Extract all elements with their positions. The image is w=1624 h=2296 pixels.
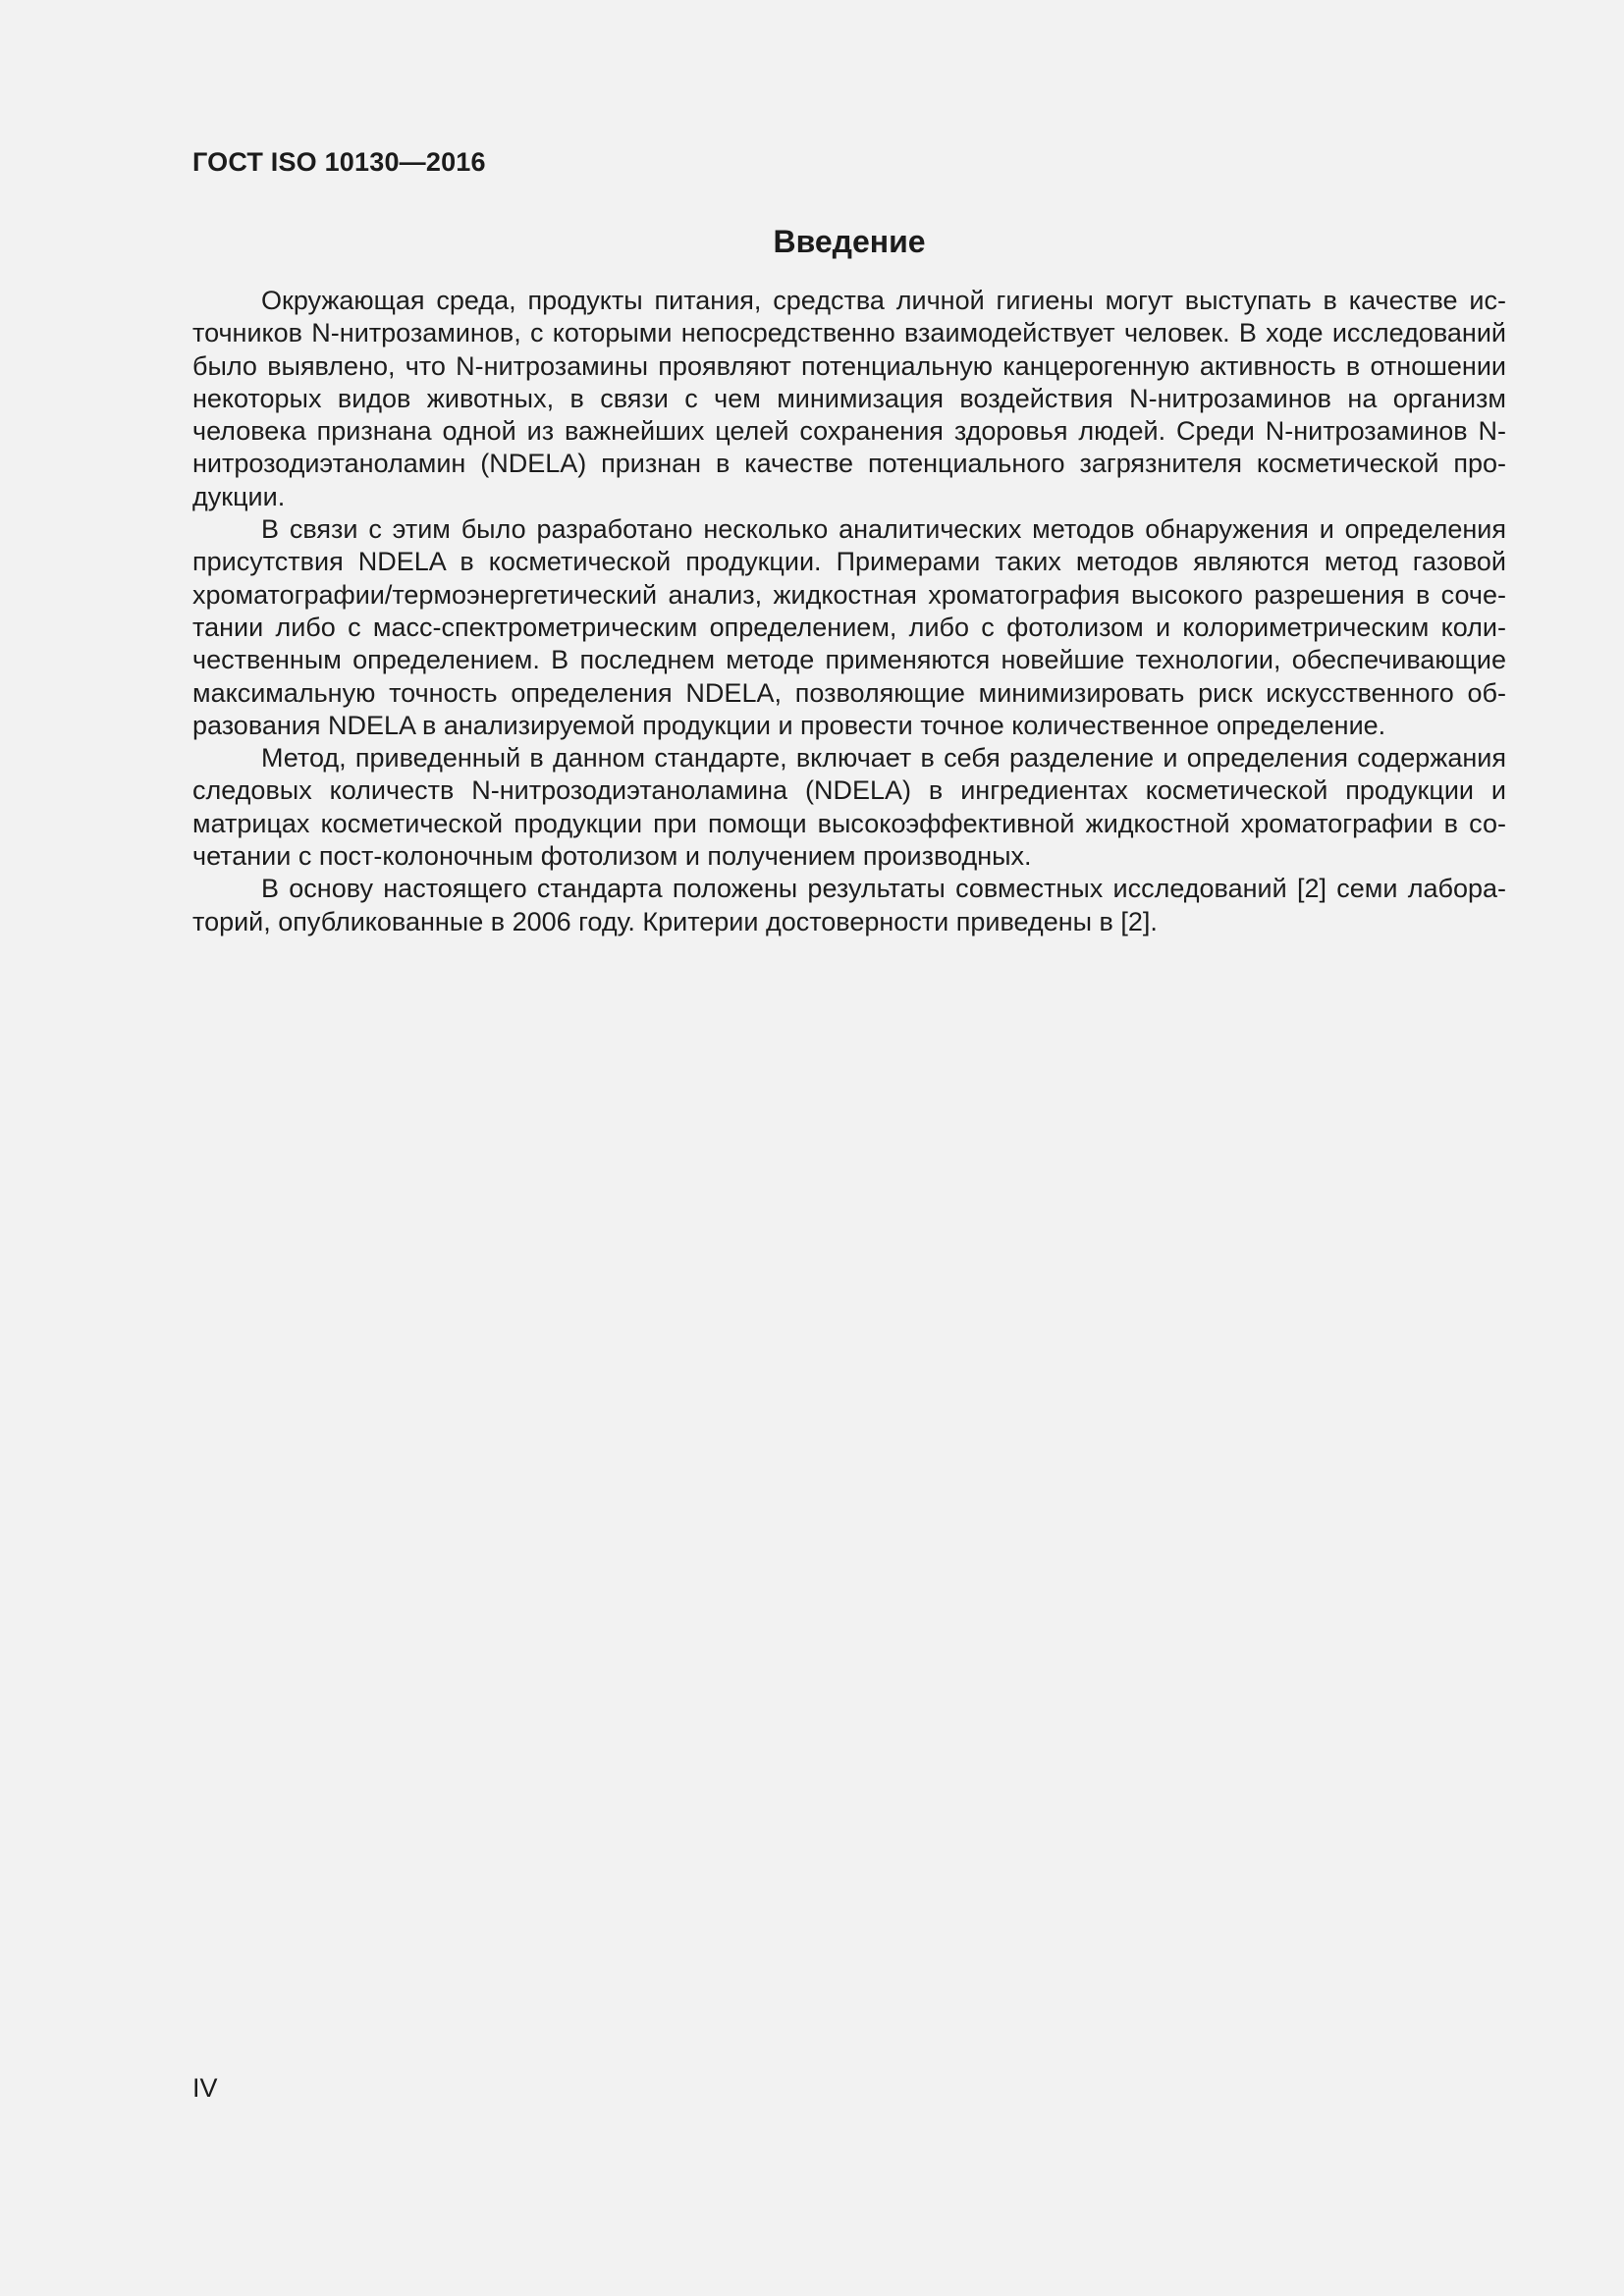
paragraph-2: В связи с этим было разработано несколько аналитических методов обнаружения и определения присутствия NDELA в косметической продукции. Примерами таких методов являются метод газовой хроматографии/термоэнергетический анализ, жидкостная хроматография высокого разрешения в сочетании либо с масс-спектрометрическим определением, либо с фотолизом и колориметрическим количественным определением. В последнем методе применяются новейшие технологии, обеспечивающие максимальную точность определения NDELA, позволяющие минимизировать риск искусственного образования NDELA в анализируемой продукции и провести точное количественное определение.: [192, 514, 1506, 740]
document-code-header: ГОСТ ISO 10130—2016: [192, 147, 486, 177]
section-title: Введение: [773, 224, 926, 259]
introduction-body: [192, 285, 1506, 938]
paragraph-4: В основу настоящего стандарта положены результаты совместных исследований [2] семи лабораторий, опубликованные в 2006 году. Критерии достоверности приведены в [2].: [192, 874, 1506, 936]
paragraph-3: Метод, приведенный в данном стандарте, включает в себя разделение и определения содержания следовых количеств N-нитрозодиэтаноламина (NDELA) в ингредиентах косметической продукции и матрицах косметической продукции при помощи высокоэффективной жидкостной хроматографии в сочетании с пост-колоночным фотолизом и получением производных.: [192, 743, 1506, 872]
page-number: IV: [192, 2073, 218, 2103]
paragraph-1: Окружающая среда, продукты питания, средства личной гигиены могут выступать в качестве источников N-нитрозаминов, с которыми непосредственно взаимодействует человек. В ходе исследований было выявлено, что N-нитрозамины проявляют потенциальную канцерогенную активность в отношении некоторых видов животных, в связи с чем минимизация воздействия N-нитрозаминов на организм человека признана одной из важнейших целей сохранения здоровья людей. Среди N-нитрозаминов N-нитрозодиэтаноламин (NDELA) признан в качестве потенциального загрязнителя косметической продукции.: [192, 286, 1506, 511]
